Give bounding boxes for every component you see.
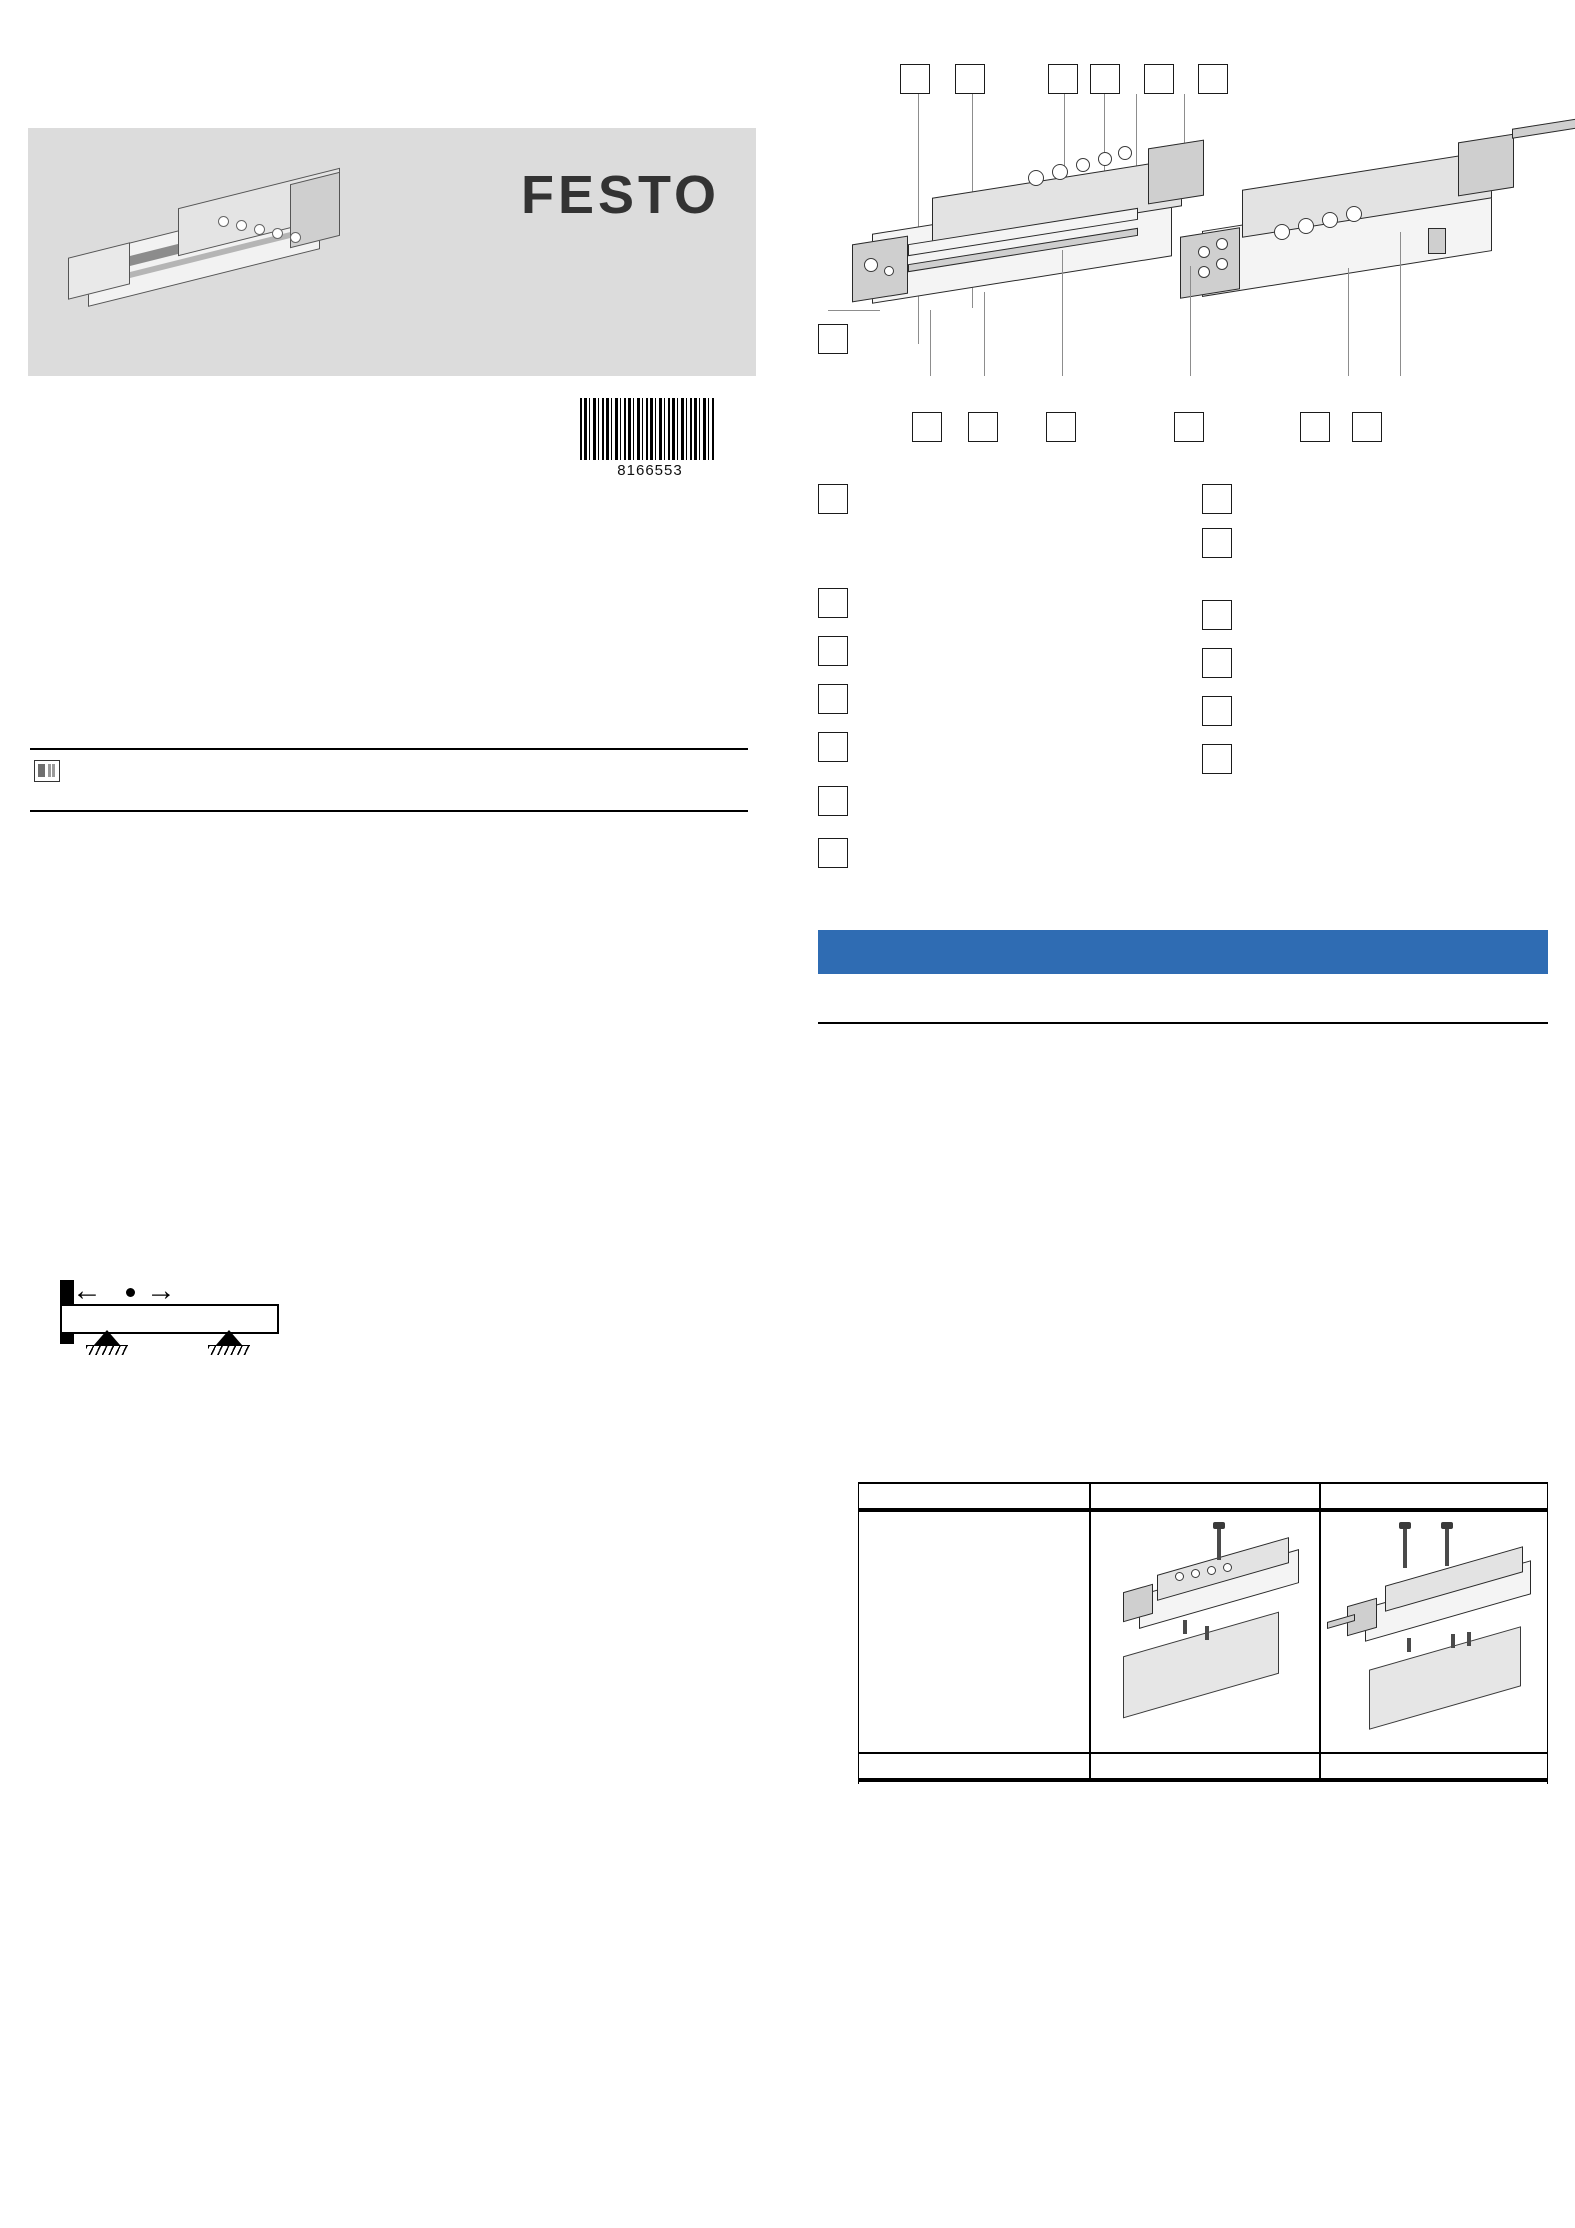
fixing-hole-icon bbox=[884, 266, 894, 276]
divider-bottom bbox=[30, 810, 748, 812]
sensor-bracket bbox=[1428, 228, 1446, 254]
hole-icon bbox=[1175, 1572, 1184, 1581]
legend-item-11 bbox=[1202, 648, 1232, 678]
exploded-view bbox=[812, 60, 1552, 460]
screw-head bbox=[1213, 1522, 1225, 1529]
support-hatch-icon bbox=[86, 1345, 128, 1355]
section-bar bbox=[818, 930, 1548, 974]
load-symbol bbox=[30, 1258, 280, 1378]
mounting-plate bbox=[1369, 1626, 1521, 1730]
callout-2 bbox=[955, 64, 985, 94]
legend-item-2 bbox=[818, 588, 848, 618]
legend-item-1 bbox=[818, 484, 848, 514]
fixing-hole-icon bbox=[1198, 266, 1210, 278]
table-column-divider bbox=[1319, 1482, 1321, 1778]
callout-7 bbox=[912, 412, 942, 442]
support-triangle-icon bbox=[216, 1330, 242, 1345]
table-bottom-rule bbox=[859, 1778, 1547, 1782]
fixing-hole-icon bbox=[1198, 246, 1210, 258]
legend-item-5 bbox=[818, 732, 848, 762]
callout-3 bbox=[1048, 64, 1078, 94]
hole-icon bbox=[1191, 1569, 1200, 1578]
legend-item-3 bbox=[818, 636, 848, 666]
support-triangle-icon bbox=[94, 1330, 120, 1345]
end-cap-right bbox=[1458, 134, 1514, 197]
legend-item-9 bbox=[1202, 528, 1232, 558]
load-symbol-dot bbox=[126, 1288, 135, 1297]
callout-9 bbox=[1046, 412, 1076, 442]
port-hole-icon bbox=[1298, 218, 1314, 234]
screw-shaft bbox=[1445, 1524, 1449, 1566]
table-top-border bbox=[859, 1482, 1547, 1484]
screw-shaft bbox=[1451, 1634, 1455, 1648]
legend-item-10 bbox=[1202, 600, 1232, 630]
leader-line bbox=[918, 94, 919, 344]
callout-12 bbox=[1352, 412, 1382, 442]
leader-line bbox=[828, 310, 880, 311]
divider-top bbox=[30, 748, 748, 750]
screw-shaft bbox=[1407, 1638, 1411, 1652]
module-icon bbox=[34, 760, 60, 782]
screw-shaft bbox=[1403, 1526, 1407, 1568]
callout-8 bbox=[968, 412, 998, 442]
leader-line bbox=[1400, 232, 1401, 376]
leader-line bbox=[1190, 266, 1191, 376]
port-hole-icon bbox=[1322, 212, 1338, 228]
table-column-divider bbox=[1089, 1482, 1091, 1778]
callout-5 bbox=[1144, 64, 1174, 94]
support-hatch-icon bbox=[208, 1345, 250, 1355]
mounting-plate bbox=[1123, 1612, 1279, 1719]
screw-head bbox=[1441, 1522, 1453, 1529]
carriage-block bbox=[1180, 227, 1240, 299]
hole-icon bbox=[1207, 1566, 1216, 1575]
photo-hole-icon bbox=[254, 224, 265, 235]
barcode-bars bbox=[580, 398, 716, 460]
support-icon bbox=[208, 1330, 252, 1356]
arrow-left-icon: ← bbox=[72, 1274, 102, 1307]
arrow-right-icon: → bbox=[146, 1274, 176, 1307]
screw-shaft bbox=[1217, 1524, 1221, 1560]
support-icon bbox=[86, 1330, 130, 1356]
port-hole-icon bbox=[1274, 224, 1290, 240]
callout-4 bbox=[1090, 64, 1120, 94]
leader-line bbox=[1136, 94, 1137, 176]
callout-11 bbox=[1300, 412, 1330, 442]
port-hole-icon bbox=[1346, 206, 1362, 222]
port-hole-icon bbox=[1076, 158, 1090, 172]
leader-line bbox=[1104, 94, 1105, 182]
fixing-hole-icon bbox=[1216, 238, 1228, 250]
mounting-table bbox=[858, 1482, 1548, 1784]
end-cap-right-left-half bbox=[1148, 140, 1204, 205]
photo-hole-icon bbox=[272, 228, 283, 239]
mounting-illustration-1 bbox=[1109, 1522, 1309, 1742]
callout-6 bbox=[1198, 64, 1228, 94]
table-header-rule bbox=[859, 1508, 1547, 1512]
leader-line bbox=[984, 292, 985, 376]
photo-hole-icon bbox=[236, 220, 247, 231]
callout-10 bbox=[1174, 412, 1204, 442]
fixing-hole-icon bbox=[864, 258, 878, 272]
product-photo bbox=[28, 128, 756, 376]
port-hole-icon bbox=[1052, 164, 1068, 180]
callout-left-1 bbox=[818, 324, 848, 354]
callout-1 bbox=[900, 64, 930, 94]
festo-logo: FESTO bbox=[520, 165, 720, 225]
leader-line bbox=[930, 310, 931, 376]
legend-item-4 bbox=[818, 684, 848, 714]
piston-rod bbox=[1512, 115, 1575, 139]
legend-item-12 bbox=[1202, 696, 1232, 726]
fixing-hole-icon bbox=[1216, 258, 1228, 270]
mounting-illustration-2 bbox=[1339, 1522, 1539, 1742]
screw-shaft bbox=[1183, 1620, 1187, 1634]
screw-shaft bbox=[1467, 1632, 1471, 1646]
barcode bbox=[580, 398, 720, 479]
screw-head bbox=[1399, 1522, 1411, 1529]
barcode-number: 8166553 bbox=[617, 462, 683, 479]
table-row-rule bbox=[859, 1752, 1547, 1754]
photo-hole-icon bbox=[218, 216, 229, 227]
end-cap-left bbox=[852, 236, 908, 303]
product-photo-art bbox=[68, 154, 398, 344]
legend-item-7 bbox=[818, 838, 848, 868]
legend-item-6 bbox=[818, 786, 848, 816]
legend-item-13 bbox=[1202, 744, 1232, 774]
port-hole-icon bbox=[1028, 170, 1044, 186]
leader-line bbox=[1348, 268, 1349, 376]
port-hole-icon bbox=[1118, 146, 1132, 160]
hole-icon bbox=[1223, 1563, 1232, 1572]
screw-shaft bbox=[1205, 1626, 1209, 1640]
photo-hole-icon bbox=[290, 232, 301, 243]
port-hole-icon bbox=[1098, 152, 1112, 166]
legend-item-8 bbox=[1202, 484, 1232, 514]
leader-line bbox=[1062, 250, 1063, 376]
section-divider bbox=[818, 1022, 1548, 1024]
